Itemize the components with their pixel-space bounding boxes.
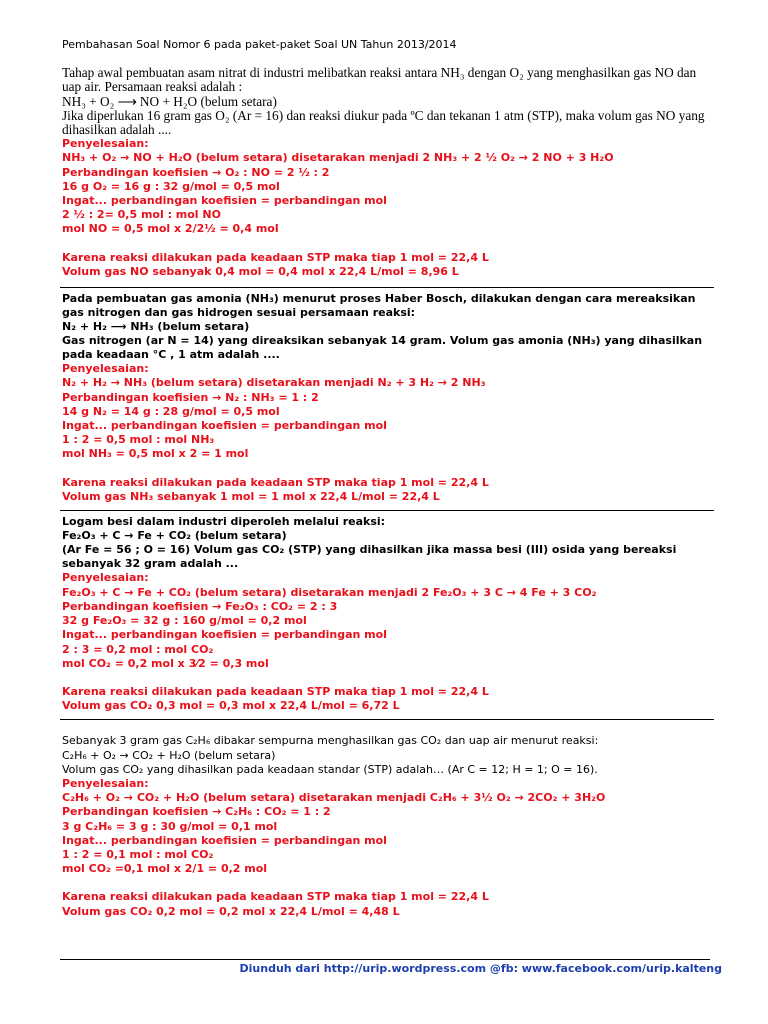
question-reaction: Fe₂O₃ + C → Fe + CO₂ (belum setara) <box>62 529 287 543</box>
solution-step: 1 : 2 = 0,1 mol : mol CO₂ <box>62 847 214 861</box>
solution-step: 2 : 3 = 0,2 mol : mol CO₂ <box>62 642 214 656</box>
solution-step: mol NH₃ = 0,5 mol x 2 = 1 mol <box>62 447 249 461</box>
conclusion: Karena reaksi dilakukan pada keadaan STP maka tiap 1 mol = 22,4 L <box>62 684 489 698</box>
solution-step: mol CO₂ = 0,2 mol x 3⁄2 = 0,3 mol <box>62 656 269 670</box>
solution-label: Penyelesaian: <box>62 571 149 585</box>
solution-step: 1 : 2 = 0,5 mol : mol NH₃ <box>62 433 215 447</box>
question-text: Logam besi dalam industri diperoleh melalui reaksi: <box>62 515 386 529</box>
question-text: Sebanyak 3 gram gas C₂H₆ dibakar sempurna menghasilkan gas CO₂ dan uap air menurut reaksi: <box>62 734 599 748</box>
conclusion: Volum gas CO₂ 0,3 mol = 0,3 mol x 22,4 L/mol = 6,72 L <box>62 699 400 713</box>
conclusion: Karena reaksi dilakukan pada keadaan STP maka tiap 1 mol = 22,4 L <box>62 475 489 489</box>
conclusion: Karena reaksi dilakukan pada keadaan STP maka tiap 1 mol = 22,4 L <box>62 250 489 264</box>
solution-step: Perbandingan koefisien → C₂H₆ : CO₂ = 1 : 2 <box>62 805 331 819</box>
solution-step: Ingat... perbandingan koefisien = perbandingan mol <box>62 419 387 433</box>
question-text: (Ar Fe = 56 ; O = 16) Volum gas CO₂ (STP) yang dihasilkan jika massa besi (III) osida yang bereaksi sebanyak 32 gram adalah ... <box>62 543 677 571</box>
conclusion: Volum gas NO sebanyak 0,4 mol = 0,4 mol x 22,4 L/mol = 8,96 L <box>62 264 459 278</box>
solution-step: Perbandingan koefisien → Fe₂O₃ : CO₂ = 2 : 3 <box>62 599 338 613</box>
conclusion: Volum gas CO₂ 0,2 mol = 0,2 mol x 22,4 L/mol = 4,48 L <box>62 904 400 918</box>
solution-step: Perbandingan koefisien → N₂ : NH₃ = 1 : 2 <box>62 390 319 404</box>
solution-step: 32 g Fe₂O₃ = 32 g : 160 g/mol = 0,2 mol <box>62 614 307 628</box>
solution-label: Penyelesaian: <box>62 362 149 376</box>
question-text: Pada pembuatan gas amonia (NH₃) menurut proses Haber Bosch, dilakukan dengan cara mereaksikan gas nitrogen dan gas hidrogen sesuai persamaan reaksi: <box>62 292 696 320</box>
solution-step: Ingat... perbandingan koefisien = perbandingan mol <box>62 194 387 208</box>
footer-source-link[interactable]: Diunduh dari http://urip.wordpress.com @fb: www.facebook.com/urip.kalteng <box>239 962 722 975</box>
problem-4 <box>62 734 712 918</box>
solution-step: 3 g C₂H₆ = 3 g : 30 g/mol = 0,1 mol <box>62 819 278 833</box>
section-divider <box>60 287 714 288</box>
problem-2 <box>62 292 712 504</box>
footer-divider <box>60 959 710 960</box>
question-reaction: NH₃ + O₂ ⟶ NO + H₂O (belum setara) <box>62 93 277 109</box>
conclusion: Karena reaksi dilakukan pada keadaan STP maka tiap 1 mol = 22,4 L <box>62 890 489 904</box>
question-text: Volum gas CO₂ yang dihasilkan pada keadaan standar (STP) adalah… (Ar C = 12; H = 1; O = 16). <box>62 762 598 776</box>
solution-step: Fe₂O₃ + C → Fe + CO₂ (belum setara) disetarakan menjadi 2 Fe₂O₃ + 3 C → 4 Fe + 3 CO₂ <box>62 585 597 599</box>
solution-step: Ingat... perbandingan koefisien = perbandingan mol <box>62 628 387 642</box>
solution-step: N₂ + H₂ → NH₃ (belum setara) disetarakan menjadi N₂ + 3 H₂ → 2 NH₃ <box>62 376 486 390</box>
solution-step: NH₃ + O₂ → NO + H₂O (belum setara) disetarakan menjadi 2 NH₃ + 2 ½ O₂ → 2 NO + 3 H₂O <box>62 151 614 165</box>
question-text: Tahap awal pembuatan asam nitrat di industri melibatkan reaksi antara NH₃ dengan O₂ yang menghasilkan gas NO dan uap air. Persamaan reaksi adalah : <box>62 65 697 95</box>
question-reaction: N₂ + H₂ ⟶ NH₃ (belum setara) <box>62 320 250 334</box>
solution-step: 14 g N₂ = 14 g : 28 g/mol = 0,5 mol <box>62 404 280 418</box>
question-text: Gas nitrogen (ar N = 14) yang direaksikan sebanyak 14 gram. Volum gas amonia (NH₃) yang dihasilkan pada keadaan °C , 1 atm adalah .... <box>62 334 703 362</box>
solution-label: Penyelesaian: <box>62 137 149 151</box>
solution-label: Penyelesaian: <box>62 776 149 790</box>
solution-step: mol CO₂ =0,1 mol x 2/1 = 0,2 mol <box>62 862 268 876</box>
page-title: Pembahasan Soal Nomor 6 pada paket-paket Soal UN Tahun 2013/2014 <box>62 38 457 51</box>
document-page <box>62 38 712 919</box>
question-text: Jika diperlukan 16 gram gas O₂ (Ar = 16) dan reaksi diukur pada ºC dan tekanan 1 atm (STP), maka volum gas NO yang dihasilkan adalah .... <box>62 107 705 138</box>
problem-3 <box>62 515 712 713</box>
solution-step: Perbandingan koefisien → O₂ : NO = 2 ½ : 2 <box>62 165 330 179</box>
solution-step: Ingat... perbandingan koefisien = perbandingan mol <box>62 833 387 847</box>
solution-step: 2 ½ : 2= 0,5 mol : mol NO <box>62 208 221 222</box>
section-divider <box>60 510 714 511</box>
solution-step: mol NO = 0,5 mol x 2/2½ = 0,4 mol <box>62 222 279 236</box>
question-reaction: C₂H₆ + O₂ → CO₂ + H₂O (belum setara) <box>62 748 276 762</box>
section-divider <box>60 719 714 720</box>
problem-1 <box>62 66 712 279</box>
solution-step: C₂H₆ + O₂ → CO₂ + H₂O (belum setara) disetarakan menjadi C₂H₆ + 3½ O₂ → 2CO₂ + 3H₂O <box>62 791 606 805</box>
conclusion: Volum gas NH₃ sebanyak 1 mol = 1 mol x 22,4 L/mol = 22,4 L <box>62 489 440 503</box>
solution-step: 16 g O₂ = 16 g : 32 g/mol = 0,5 mol <box>62 179 280 193</box>
